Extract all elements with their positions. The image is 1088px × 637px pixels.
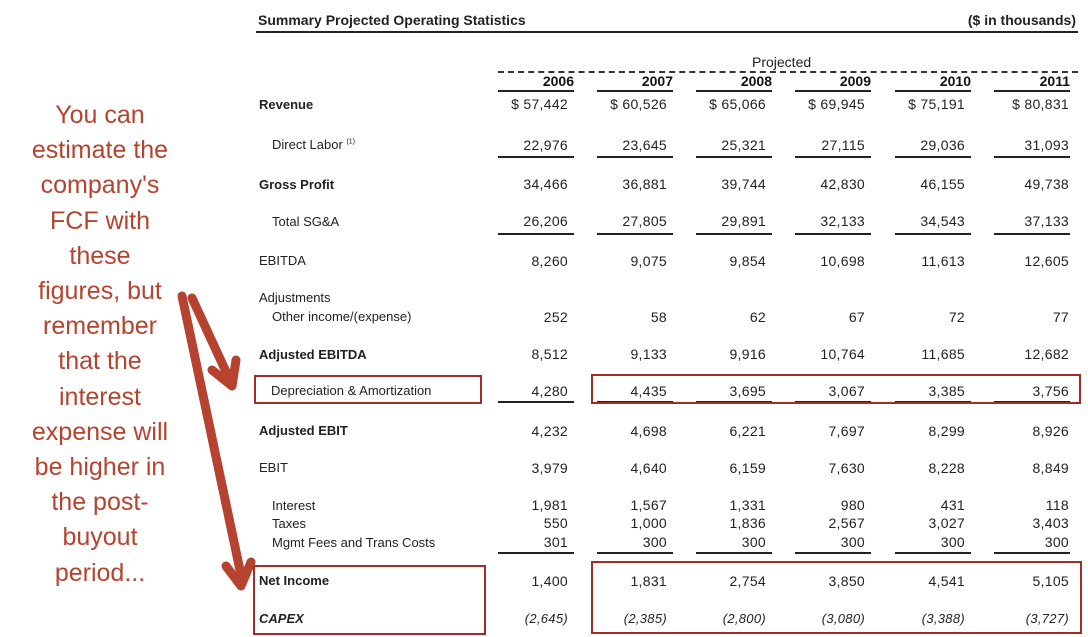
row-label-ebit: EBIT [259,460,288,475]
cell-ebit-2009: 7,630 [828,460,865,476]
row-label-capex: CAPEX [259,611,304,626]
cell-adj-ebit-2008: 6,221 [729,423,766,439]
cell-direct-labor-2007: 23,645 [622,137,667,153]
cell-taxes-2007: 1,000 [630,515,667,531]
row-label-ebitda: EBITDA [259,253,306,268]
cell-adj-ebit-2011: 8,926 [1032,423,1069,439]
cell-net-income-2009: 3,850 [828,573,865,589]
cell-da-2006: 4,280 [531,383,568,399]
cell-net-income-2008: 2,754 [729,573,766,589]
row-label-revenue: Revenue [259,97,314,112]
row-label-direct-labor: Direct Labor $^{(1)}$ [272,137,355,152]
cell-other-income-2009: 67 [848,309,865,325]
year-2010: 2010 [939,73,971,89]
cell-mgmt-fees-2008: 300 [741,534,766,550]
cell-ebit-2010: 8,228 [928,460,965,476]
cell-interest-2009: 980 [840,497,865,513]
cell-adj-ebitda-2011: 12,682 [1024,346,1069,362]
annotation-text: You can estimate the company's FCF with these figures, but remember that the interest expense will be higher in the post- buyout period... [31,101,169,587]
cell-da-2008: 3,695 [729,383,766,399]
cell-ebitda-2011: 12,605 [1024,253,1069,269]
row-label-mgmt-fees: Mgmt Fees and Trans Costs [272,535,436,550]
footnote-marker: (1) [346,138,355,146]
cell-ebit-2007: 4,640 [630,460,667,476]
cell-revenue-2006: $ 57,442 [511,96,568,112]
cell-adj-ebitda-2008: 9,916 [729,346,766,362]
cell-gross-profit-2011: 49,738 [1024,176,1069,192]
cell-capex-2011: (3,727) [1025,611,1069,626]
projected-label: Projected [752,54,812,70]
cell-other-income-2010: 72 [948,309,965,325]
cell-taxes-2008: 1,836 [729,515,766,531]
year-2008: 2008 [740,73,772,89]
cell-interest-2006: 1,981 [531,497,568,513]
cell-mgmt-fees-2010: 300 [940,534,965,550]
row-label-adjusted-ebit: Adjusted EBIT [259,423,348,438]
cell-other-income-2008: 62 [749,309,766,325]
cell-gross-profit-2006: 34,466 [523,176,568,192]
units-label: ($ in thousands) [967,12,1076,28]
cell-direct-labor-2006: 22,976 [523,137,568,153]
row-label-adjustments: Adjustments [259,290,331,305]
cell-sga-2011: 37,133 [1024,213,1069,229]
cell-revenue-2011: $ 80,831 [1012,96,1069,112]
cell-taxes-2006: 550 [543,515,568,531]
cell-other-income-2011: 77 [1052,309,1069,325]
cell-adj-ebitda-2007: 9,133 [630,346,667,362]
cell-sga-2009: 32,133 [820,213,865,229]
row-label-da: Depreciation & Amortization [271,383,432,398]
cell-capex-2009: (3,080) [821,611,865,626]
cell-revenue-2008: $ 65,066 [709,96,766,112]
cell-interest-2011: 118 [1045,497,1069,513]
row-label-interest: Interest [272,498,316,513]
cell-capex-2006: (2,645) [524,611,568,626]
row-label-total-sga: Total SG&A [272,214,340,229]
cell-ebitda-2009: 10,698 [820,253,865,269]
cell-ebitda-2008: 9,854 [729,253,766,269]
cell-da-2009: 3,067 [828,383,865,399]
cell-da-2007: 4,435 [630,383,667,399]
cell-net-income-2006: 1,400 [531,573,568,589]
cell-adj-ebit-2009: 7,697 [828,423,865,439]
row-label-taxes: Taxes [272,516,306,531]
cell-net-income-2007: 1,831 [630,573,667,589]
cell-net-income-2011: 5,105 [1032,573,1069,589]
cell-ebitda-2010: 11,613 [921,253,965,269]
cell-adj-ebitda-2010: 11,685 [921,346,965,362]
cell-ebit-2008: 6,159 [729,460,766,476]
cell-interest-2010: 431 [940,497,965,513]
cell-da-2010: 3,385 [928,383,965,399]
cell-adj-ebitda-2009: 10,764 [820,346,865,362]
cell-gross-profit-2007: 36,881 [622,176,667,192]
year-2006: 2006 [542,73,574,89]
cell-direct-labor-2010: 29,036 [920,137,965,153]
cell-gross-profit-2009: 42,830 [820,176,865,192]
year-2011: 2011 [1039,73,1070,89]
row-label-adjusted-ebitda: Adjusted EBITDA [259,347,367,362]
row-label-other-income: Other income/(expense) [272,309,412,324]
cell-other-income-2007: 58 [650,309,667,325]
cell-sga-2007: 27,805 [622,213,667,229]
cell-mgmt-fees-2007: 300 [642,534,667,550]
cell-capex-2010: (3,388) [921,611,965,626]
cell-da-2011: 3,756 [1032,383,1069,399]
cell-adj-ebit-2007: 4,698 [630,423,667,439]
cell-mgmt-fees-2011: 300 [1044,534,1069,550]
cell-adj-ebit-2006: 4,232 [531,423,568,439]
cell-net-income-2010: 4,541 [928,573,965,589]
cell-adj-ebit-2010: 8,299 [928,423,965,439]
row-label-gross-profit: Gross Profit [259,177,335,192]
cell-taxes-2009: 2,567 [828,515,865,531]
cell-revenue-2009: $ 69,945 [808,96,865,112]
cell-gross-profit-2010: 46,155 [920,176,965,192]
cell-direct-labor-2009: 27,115 [821,137,865,153]
table-title: Summary Projected Operating Statistics [258,12,526,28]
cell-sga-2010: 34,543 [920,213,965,229]
cell-interest-2008: 1,331 [729,497,766,513]
cell-capex-2007: (2,385) [623,611,667,626]
cell-mgmt-fees-2006: 301 [543,534,568,550]
year-2009: 2009 [839,73,871,89]
cell-interest-2007: 1,567 [630,497,667,513]
cell-ebit-2006: 3,979 [531,460,568,476]
row-label-net-income: Net Income [259,573,330,588]
cell-taxes-2010: 3,027 [928,515,965,531]
cell-sga-2006: 26,206 [523,213,568,229]
cell-direct-labor-2008: 25,321 [721,137,766,153]
cell-ebit-2011: 8,849 [1032,460,1069,476]
year-2007: 2007 [641,73,673,89]
cell-direct-labor-2011: 31,093 [1024,137,1069,153]
cell-ebitda-2007: 9,075 [630,253,667,269]
cell-capex-2008: (2,800) [722,611,766,626]
cell-sga-2008: 29,891 [721,213,766,229]
cell-gross-profit-2008: 39,744 [721,176,766,192]
cell-mgmt-fees-2009: 300 [840,534,865,550]
cell-ebitda-2006: 8,260 [531,253,568,269]
cell-revenue-2010: $ 75,191 [908,96,965,112]
cell-taxes-2011: 3,403 [1032,515,1069,531]
cell-revenue-2007: $ 60,526 [610,96,667,112]
cell-other-income-2006: 252 [543,309,568,325]
cell-adj-ebitda-2006: 8,512 [531,346,568,362]
